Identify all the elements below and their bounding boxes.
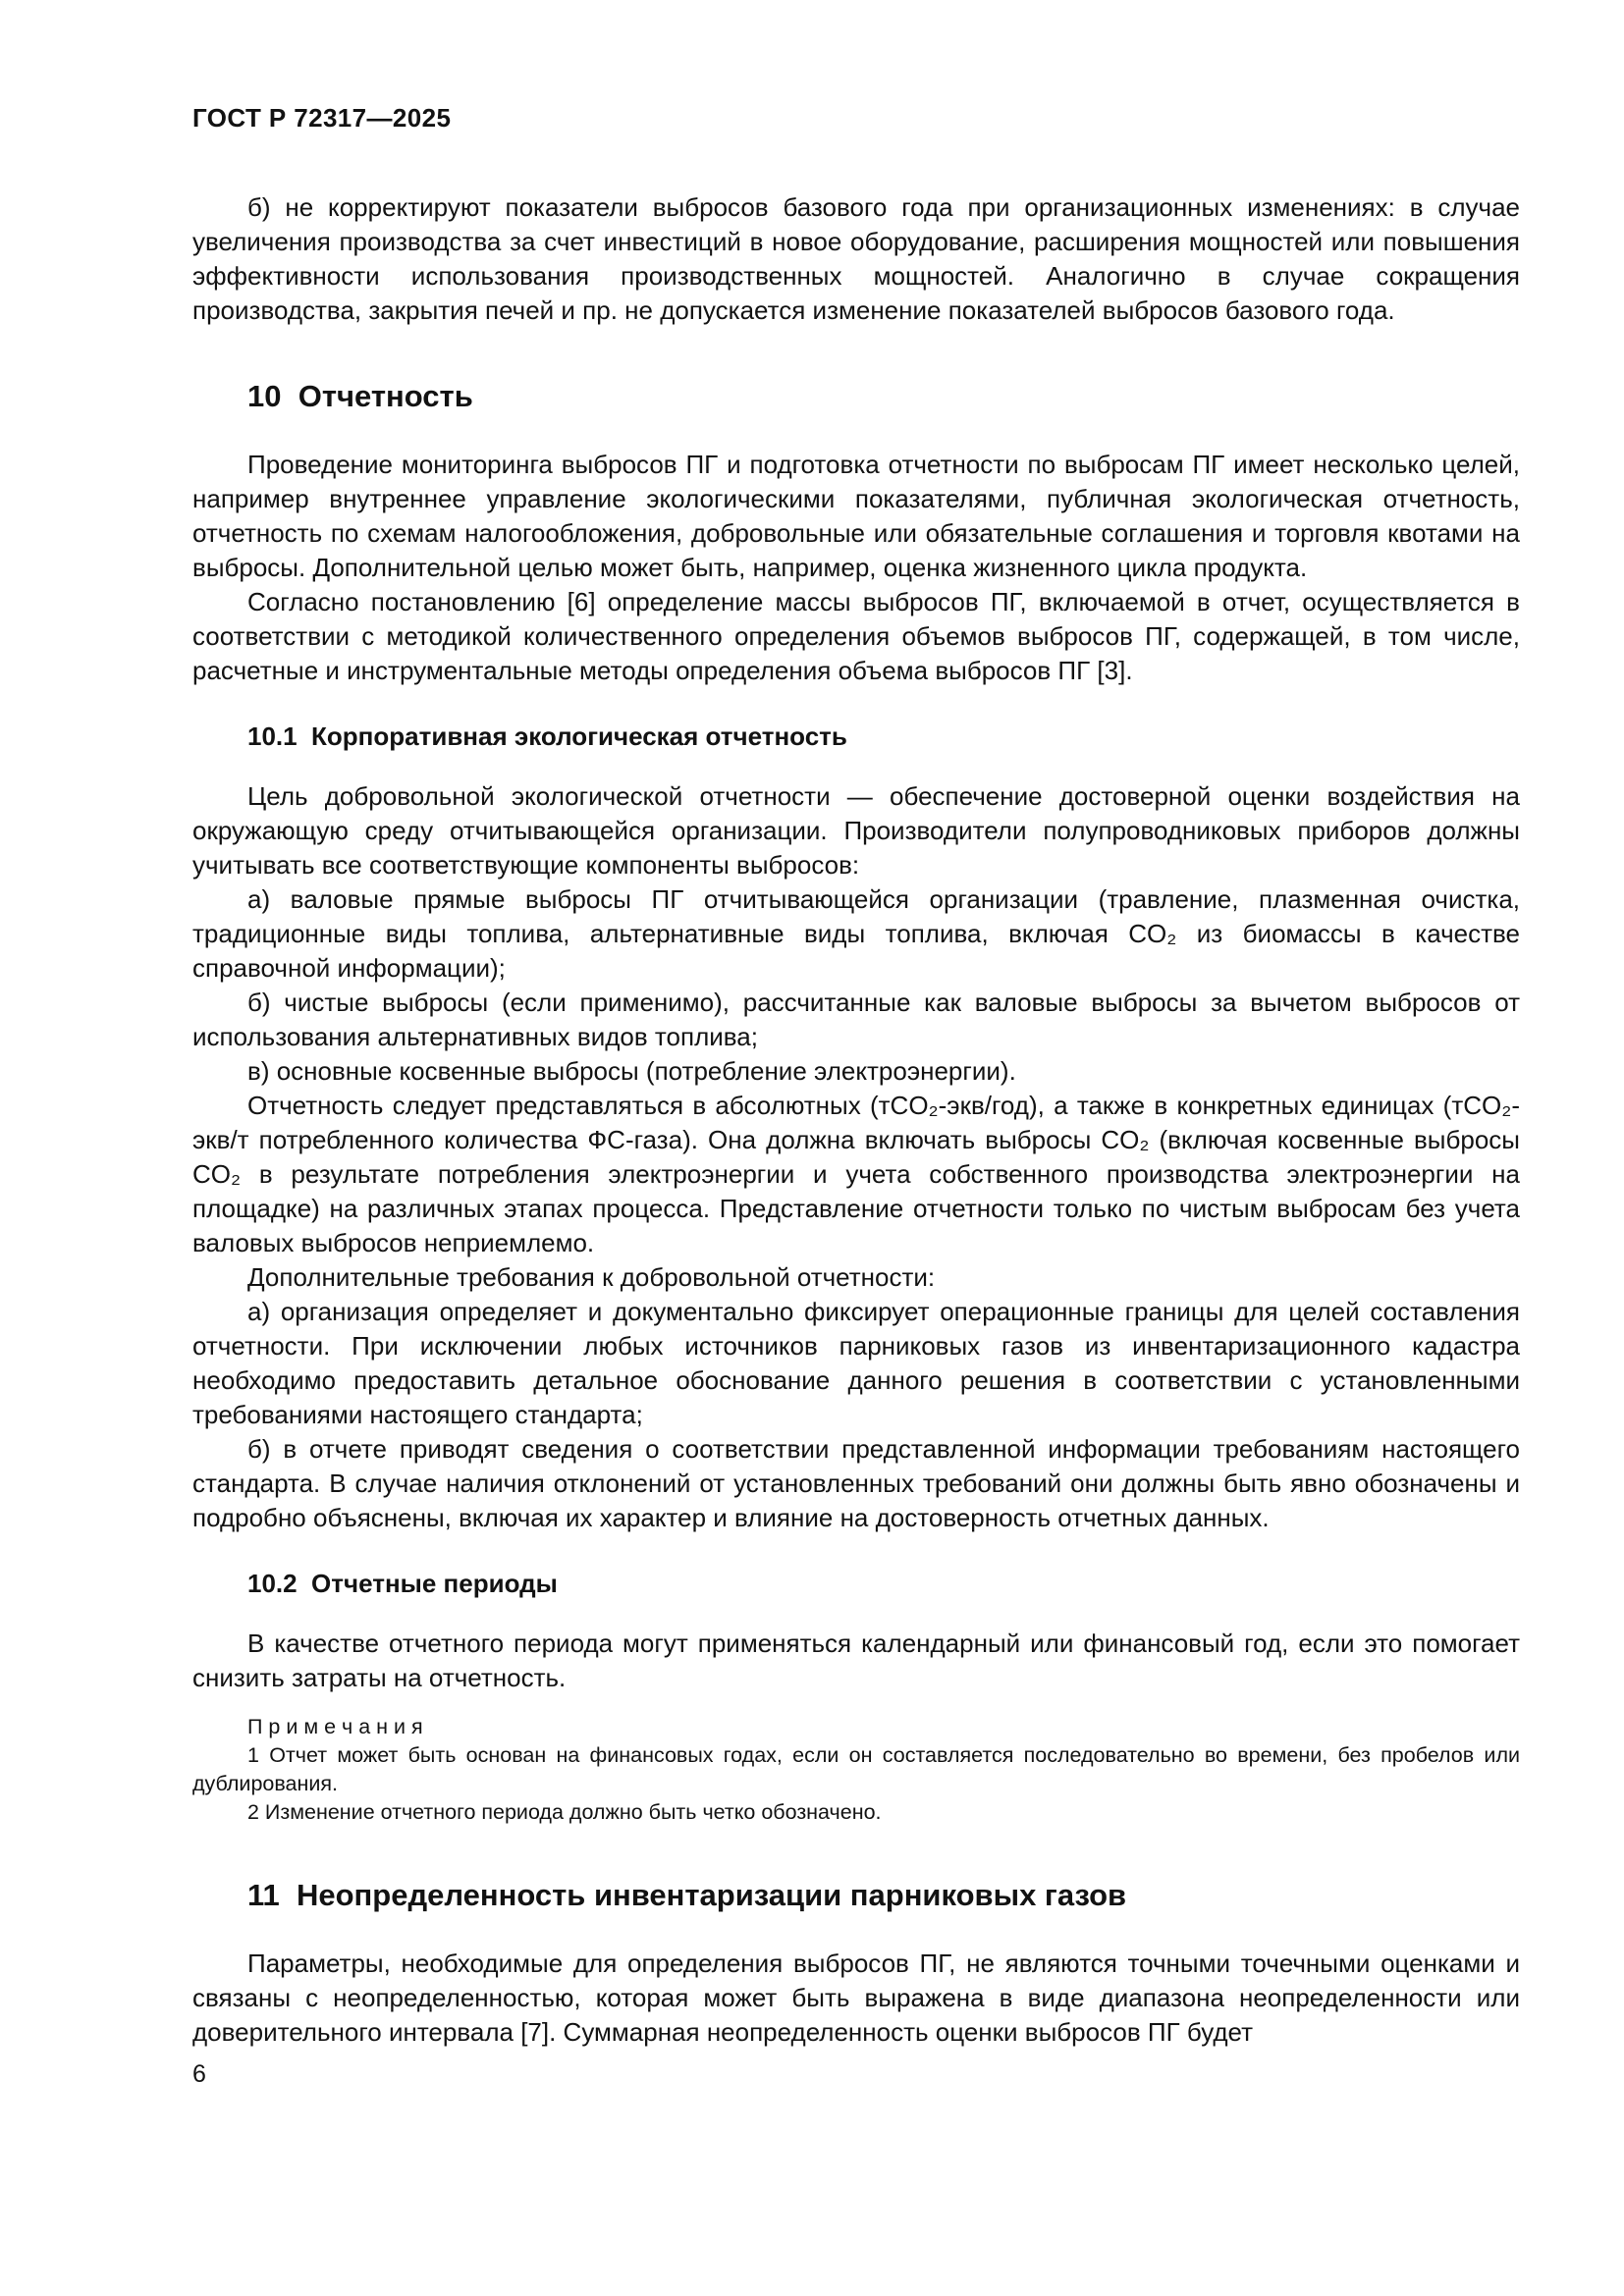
- page-number: 6: [192, 2060, 206, 2088]
- paragraph-additional-requirements: Дополнительные требования к добровольной отчетности:: [247, 1262, 936, 1292]
- list-item-b: б) чистые выбросы (если применимо), рассчитанные как валовые выбросы за вычетом выбросов от использования альтернативных видов топлива;: [192, 988, 1520, 1051]
- list2-item-a: а) организация определяет и документально фиксирует операционные границы для целей составления отчетности. При исключении любых источников парниковых газов из инвентаризационного кадастра необходимо предоставить детальное обоснование данного решения в соответствии с установленными требованиями настоящего стандарта;: [192, 1297, 1520, 1429]
- section-heading-11: 11 Неопределенность инвентаризации парниковых газов: [247, 1878, 1127, 1912]
- list2-item-b: б) в отчете приводят сведения о соответствии представленной информации требованиям настоящего стандарта. В случае наличия отклонений от установленных требований они должны быть явно обозначены и подробно объяснены, включая их характер и влияние на достоверность отчетных данных.: [192, 1434, 1520, 1532]
- paragraph-reporting-units: Отчетность следует представляться в абсолютных (тCO₂-экв/год), а также в конкретных единицах (тCO₂-экв/т потребленного количества ФС-газа). Она должна включать выбросы CO₂ (включая косвенные выбросы CO₂ в результате потребления электроэнергии и учета собственного производства электроэнергии на площадке) на различных этапах процесса. Представление отчетности только по чистым выбросам без учета валовых выбросов неприемлемо.: [192, 1091, 1520, 1257]
- page-content: [192, 102, 1520, 2089]
- list-item-a: а) валовые прямые выбросы ПГ отчитывающейся организации (травление, плазменная очистка, традиционные виды топлива, альтернативные виды топлива, включая CO₂ из биомассы в качестве справочной информации);: [192, 884, 1520, 983]
- notes-label: П р и м е ч а н и я: [247, 1715, 423, 1738]
- paragraph-decree: Согласно постановлению [6] определение массы выбросов ПГ, включаемой в отчет, осуществляется в соответствии с методикой количественного определения объемов выбросов ПГ, содержащей, в том числе, расчетные и инструментальные методы определения объема выбросов ПГ [3].: [192, 587, 1520, 685]
- running-header: ГОСТ Р 72317—2025: [192, 103, 452, 133]
- section-heading-10-2: 10.2 Отчетные периоды: [247, 1569, 558, 1598]
- section-heading-10: 10 Отчетность: [247, 379, 473, 413]
- paragraph-reporting-period: В качестве отчетного периода могут применяться календарный или финансовый год, если это помогает снизить затраты на отчетность.: [192, 1629, 1520, 1692]
- section-heading-10-1: 10.1 Корпоративная экологическая отчетность: [247, 721, 847, 751]
- list-item-v: в) основные косвенные выбросы (потребление электроэнергии).: [247, 1056, 1016, 1086]
- note-2: 2 Изменение отчетного периода должно быть четко обозначено.: [247, 1800, 882, 1824]
- paragraph-reporting-goals: Проведение мониторинга выбросов ПГ и подготовка отчетности по выбросам ПГ имеет несколько целей, например внутреннее управление экологическими показателями, публичная экологическая отчетность, отчетность по схемам налогообложения, добровольные или обязательные соглашения и торговля квотами на выбросы. Дополнительной целью может быть, например, оценка жизненного цикла продукта.: [192, 450, 1520, 582]
- note-1: 1 Отчет может быть основан на финансовых годах, если он составляется последовательно во времени, без пробелов или дублирования.: [192, 1743, 1520, 1795]
- paragraph-voluntary-goal: Цель добровольной экологической отчетности — обеспечение достоверной оценки воздействия на окружающую среду отчитывающейся организации. Производители полупроводниковых приборов должны учитывать все соответствующие компоненты выбросов:: [192, 781, 1520, 880]
- paragraph-base-year-item-b: б) не корректируют показатели выбросов базового года при организационных изменениях: в случае увеличения производства за счет инвестиций в новое оборудование, расширения мощностей или повышения эффективности использования производственных мощностей. Аналогично в случае сокращения производства, закрытия печей и пр. не допускается изменение показателей выбросов базового года.: [192, 192, 1520, 325]
- paragraph-uncertainty: Параметры, необходимые для определения выбросов ПГ, не являются точными точечными оценками и связаны с неопределенностью, которая может быть выражена в виде диапазона неопределенности или доверительного интервала [7]. Суммарная неопределенность оценки выбросов ПГ будет: [192, 1949, 1520, 2047]
